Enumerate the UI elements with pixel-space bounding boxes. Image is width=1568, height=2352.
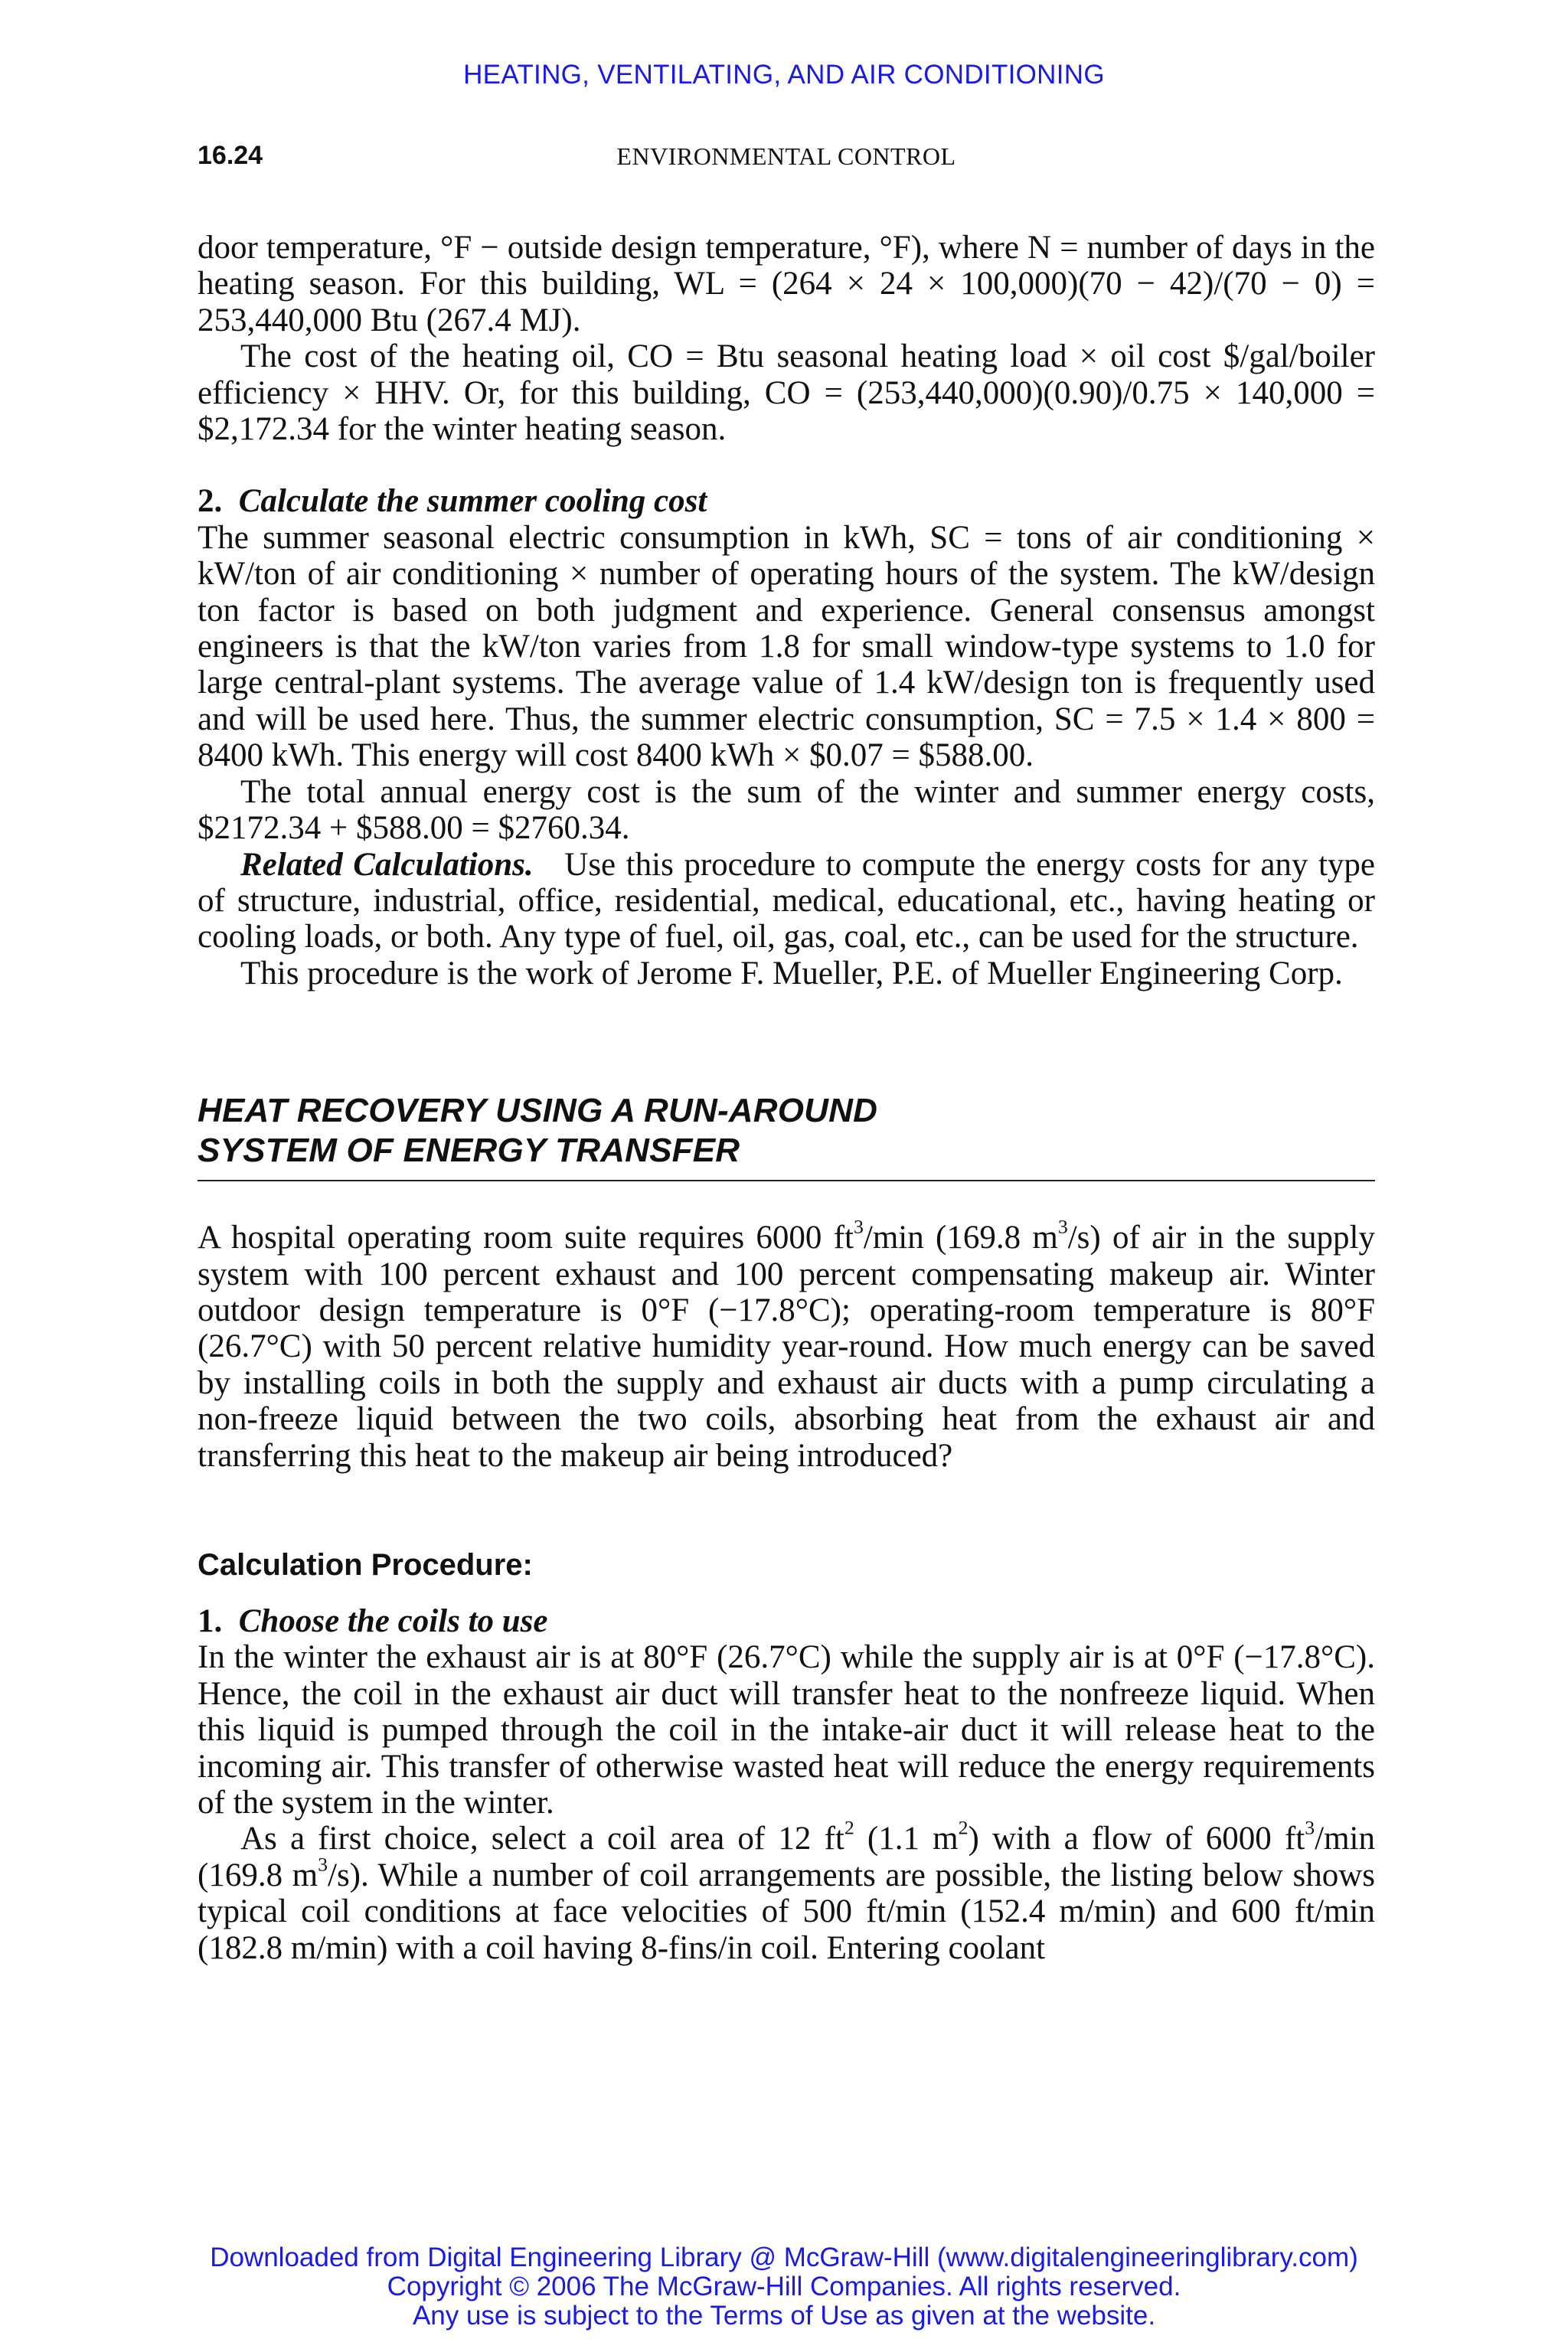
problem-text-1: A hospital operating room suite requires 6000 ft — [198, 1220, 854, 1256]
problem-text-2: /min (169.8 m — [863, 1220, 1058, 1256]
problem-text-3: /s) of air in the supply system with 100 percent exhaust and 100 percent compensating makeup air. Winter outdoor design temperature is 0°F (−17.8°C); operating-room temperature is 80°F (26.7°C) with 50 percent relative humidity year-round. How much energy can be saved by installing coils in both the supply and exhaust air ducts with a pump circulating a non-freeze liquid between the two coils, absorbing heat from the exhaust air and transferring this heat to the makeup air being introduced? — [198, 1220, 1375, 1474]
spacer — [198, 1181, 1375, 1220]
superscript: 2 — [844, 1817, 854, 1840]
related-calculations-text: Use this procedure to compute the energy costs for any type of structure, industrial, office, residential, medical, educational, etc., having heating or cooling loads, or both. Any type of fuel, oil, gas, coal, etc., can be used for the structure. — [198, 846, 1375, 956]
step-2-paragraph-2: The total annual energy cost is the sum of the winter and summer energy costs, $2172.34 + $588.00 = $2760.34. — [198, 773, 1375, 847]
step-2-title: Calculate the summer cooling cost — [238, 483, 707, 520]
calculation-procedure-heading: Calculation Procedure: — [198, 1547, 533, 1582]
step-1-paragraph-1: In the winter the exhaust air is at 80°F (26.7°C) while the supply air is at 0°F (−17.8°C). Hence, the coil in the exhaust air duct will transfer heat to the nonfreeze liquid. When this liquid is pumped through the coil in the intake-air duct it will release heat to the incoming air. This transfer of otherwise wasted heat will reduce the energy requirements of the system in the winter. — [198, 1639, 1375, 1821]
step-2-number: 2. — [198, 483, 223, 520]
problem-statement — [198, 1215, 1375, 1474]
coil-text-3: ) with a flow of 6000 ft — [968, 1821, 1305, 1857]
related-calculations-paragraph — [198, 847, 1375, 956]
footer-line-1: Downloaded from Digital Engineering Library @ McGraw-Hill (www.digitalengineeringlibrary.com) — [210, 2243, 1358, 2272]
section-title-line-2: SYSTEM OF ENERGY TRANSFER — [198, 1132, 740, 1170]
step-1-number: 1. — [198, 1602, 223, 1639]
section-title-line-1: HEAT RECOVERY USING A RUN-AROUND — [198, 1092, 878, 1130]
step-1-title: Choose the coils to use — [238, 1602, 548, 1639]
step-1-heading — [198, 1603, 1375, 1639]
coil-text-1: As a first choice, select a coil area of 12 ft — [240, 1821, 844, 1857]
intro-paragraph-1: door temperature, °F − outside design temperature, °F), where N = number of days in the heating season. For this building, WL = (264 × 24 × 100,000)(70 − 42)/(70 − 0) = 253,440,000 Btu (267.4 MJ). — [198, 230, 1375, 338]
spacer — [198, 447, 1375, 483]
superscript: 2 — [958, 1817, 969, 1840]
superscript: 3 — [1305, 1817, 1315, 1840]
step-2-heading — [198, 483, 1375, 519]
step-1-paragraph-2 — [198, 1817, 1375, 1966]
running-head — [198, 141, 1375, 179]
section-title — [198, 1091, 1375, 1171]
superscript: 3 — [1057, 1215, 1068, 1238]
superscript: 3 — [853, 1215, 864, 1238]
spacer — [198, 1583, 1375, 1603]
running-title: ENVIRONMENTAL CONTROL — [616, 142, 956, 170]
download-footer — [0, 2243, 1568, 2331]
spacer — [198, 1474, 1375, 1547]
step-2-paragraph-1: The summer seasonal electric consumption in kWh, SC = tons of air conditioning × kW/ton of air conditioning × number of operating hours of the system. The kW/design ton factor is based on both judgment and experience. General consensus amongst engineers is that the kW/ton varies from 1.8 for small window-type systems to 1.0 for large central-plant systems. The average value of 1.4 kW/design ton is frequently used and will be used here. Thus, the summer electric consumption, SC = 7.5 × 1.4 × 800 = 8400 kWh. This energy will cost 8400 kWh × $0.07 = $588.00. — [198, 519, 1375, 774]
coil-text-2: (1.1 m — [854, 1821, 959, 1857]
attribution-paragraph: This procedure is the work of Jerome F. Mueller, P.E. of Mueller Engineering Corp. — [240, 955, 1343, 991]
book-banner: HEATING, VENTILATING, AND AIR CONDITIONING — [463, 60, 1105, 90]
coil-text-5: /s). While a number of coil arrangements are possible, the listing below shows typical coil conditions at face velocities of 500 ft/min (152.4 m/min) and 600 ft/min (182.8 m/min) with a coil having 8-fins/in coil. Entering coolant — [198, 1857, 1375, 1966]
page-number: 16.24 — [198, 141, 263, 170]
spacer — [198, 991, 1375, 1091]
related-calculations-label: Related Calculations. — [240, 846, 534, 883]
intro-paragraph-2: The cost of the heating oil, CO = Btu seasonal heating load × oil cost $/gal/boiler efficiency × HHV. Or, for this building, CO = (253,440,000)(0.90)/0.75 × 140,000 = $2,172.34 for the winter heating season. — [198, 338, 1375, 448]
superscript: 3 — [318, 1853, 328, 1876]
page-body — [198, 230, 1375, 1966]
footer-line-3: Any use is subject to the Terms of Use as given at the website. — [412, 2301, 1156, 2331]
coil-text-4: /min (169.8 m — [198, 1821, 1375, 1893]
footer-line-2: Copyright © 2006 The McGraw-Hill Companies. All rights reserved. — [387, 2272, 1181, 2301]
